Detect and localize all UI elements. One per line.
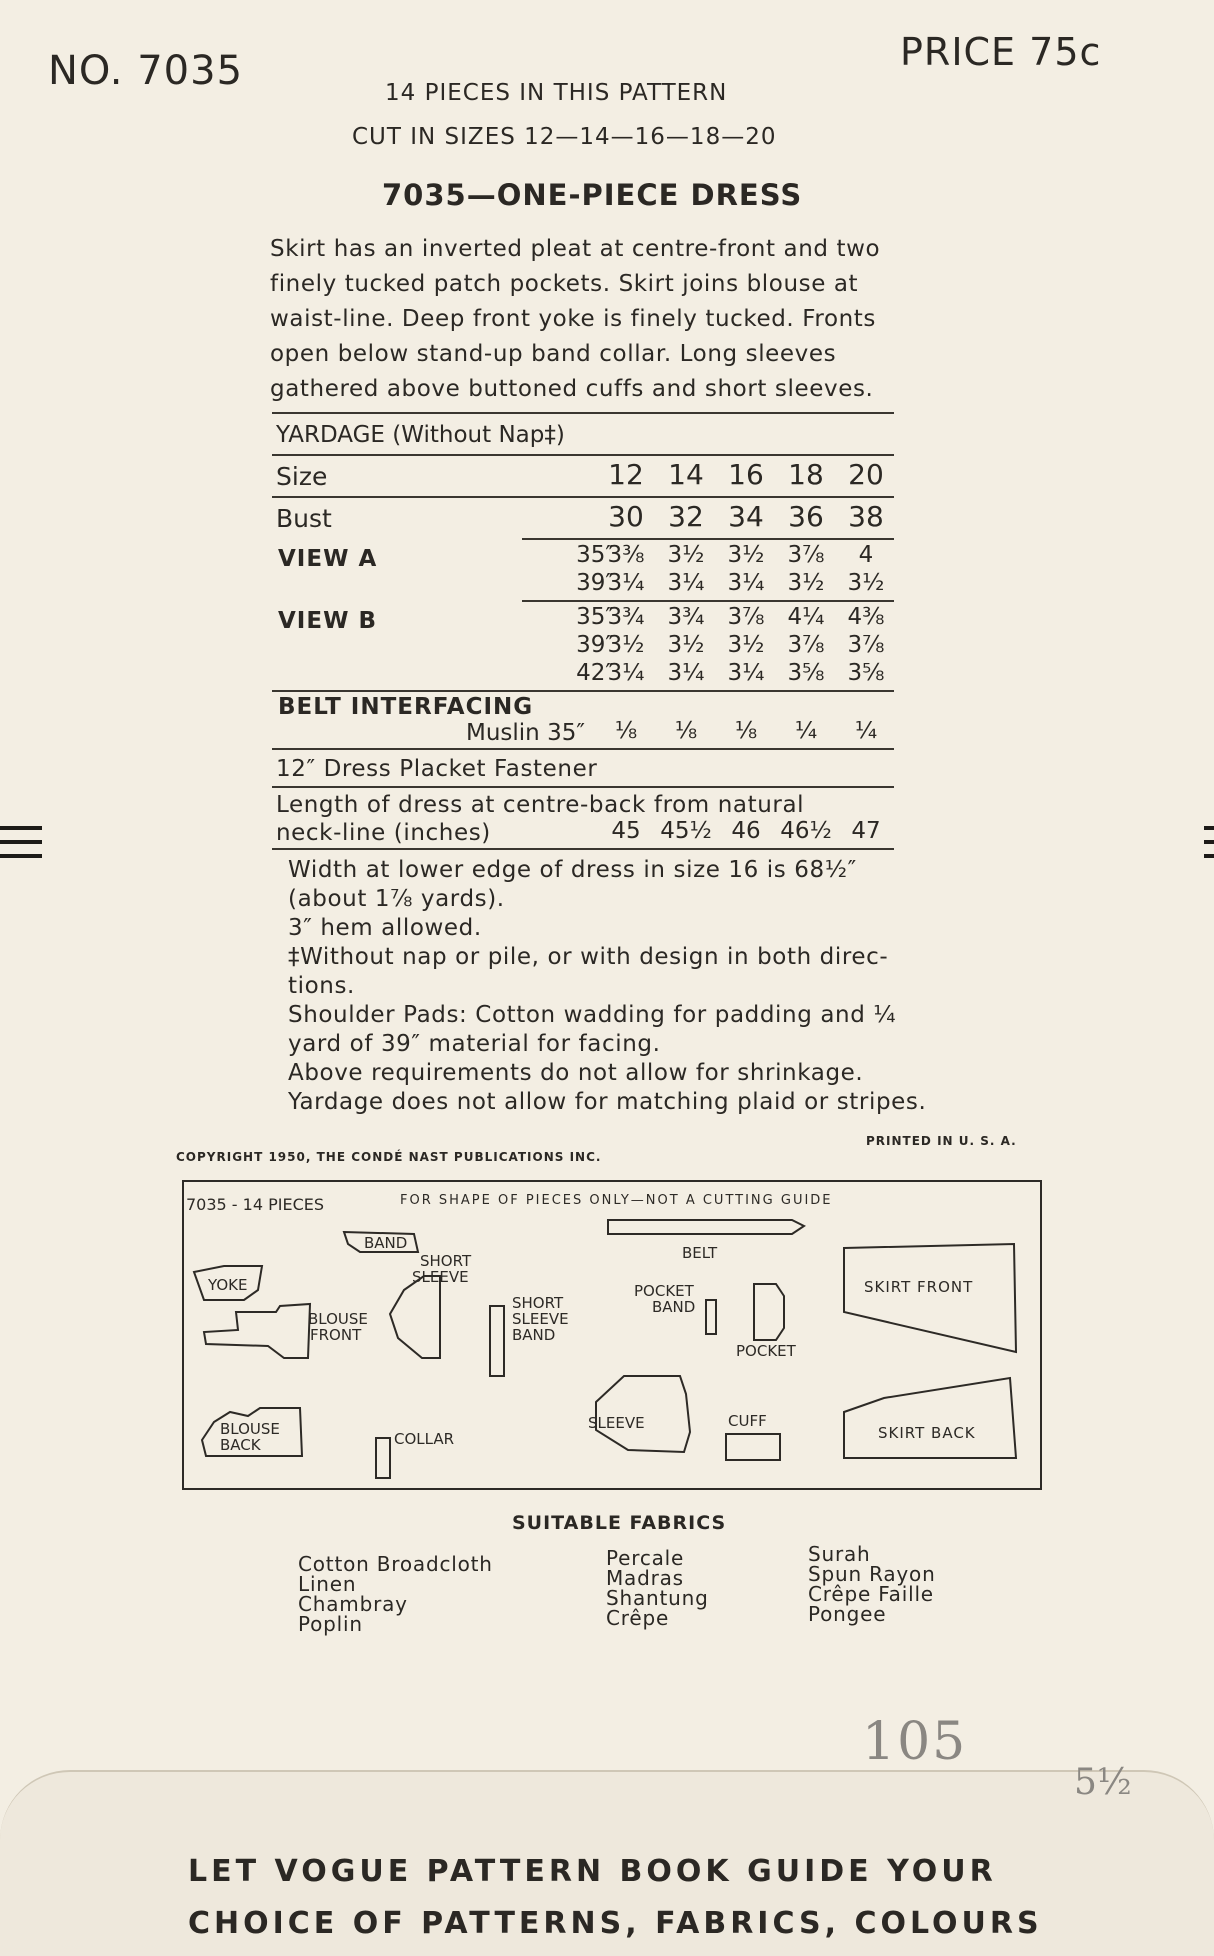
- edge-mark: [1204, 840, 1214, 844]
- printed-in: PRINTED IN U. S. A.: [866, 1134, 1017, 1148]
- length-value: 45½: [660, 818, 712, 844]
- piece-label: FRONT: [310, 1326, 362, 1344]
- yardage-value: 3¾: [667, 604, 705, 630]
- footer-line-2: CHOICE OF PATTERNS, FABRICS, COLOURS: [188, 1906, 1043, 1941]
- piece-label: BAND: [652, 1298, 696, 1316]
- piece-label: YOKE: [208, 1276, 248, 1294]
- yardage-value: 3½: [787, 570, 825, 596]
- belt-piece: [608, 1220, 804, 1234]
- piece-label: SKIRT BACK: [878, 1424, 976, 1442]
- short-sleeve-band-piece: [490, 1306, 504, 1376]
- fabric-item: Madras: [606, 1566, 684, 1590]
- size-value: 20: [848, 458, 884, 491]
- size-value: 18: [788, 458, 824, 491]
- piece-label: SLEEVE: [512, 1310, 569, 1328]
- placket-fastener: 12″ Dress Placket Fastener: [276, 756, 598, 782]
- blouse-front-piece: [204, 1304, 310, 1358]
- edge-mark: [0, 826, 42, 830]
- fabric-item: Linen: [298, 1572, 357, 1596]
- sizes-line: CUT IN SIZES 12—14—16—18—20: [352, 124, 777, 150]
- skirt-back-piece: [844, 1378, 1016, 1458]
- note-line: Yardage does not allow for matching plaid or stripes.: [288, 1089, 927, 1115]
- note-line: Width at lower edge of dress in size 16 is 68½″: [288, 857, 857, 883]
- yardage-value: 3⅞: [787, 632, 825, 658]
- fabrics-column-3: [808, 1544, 936, 1624]
- yardage-value: 3¾: [607, 604, 645, 630]
- fabric-item: Shantung: [606, 1586, 709, 1610]
- description: [270, 232, 886, 407]
- diagram-note: FOR SHAPE OF PIECES ONLY—NOT A CUTTING GUIDE: [400, 1193, 833, 1208]
- piece-label: BACK: [220, 1436, 261, 1454]
- description-line: open below stand-up band collar. Long sleeves: [270, 341, 837, 367]
- fabric-item: Poplin: [298, 1612, 363, 1636]
- size-value: 14: [668, 458, 704, 491]
- bust-value: 30: [608, 500, 644, 533]
- suitable-fabrics-heading: SUITABLE FABRICS: [512, 1512, 727, 1534]
- size-value: 16: [728, 458, 764, 491]
- copyright: COPYRIGHT 1950, THE CONDÉ NAST PUBLICATIONS INC.: [176, 1150, 602, 1164]
- yardage-value: 3¼: [727, 570, 765, 596]
- edge-mark: [1204, 826, 1214, 830]
- piece-label: SKIRT FRONT: [864, 1278, 974, 1296]
- fabric-width: 39″: [576, 570, 614, 596]
- note-line: (about 1⅞ yards).: [288, 886, 505, 912]
- size-value: 12: [608, 458, 644, 491]
- piece-label: BAND: [512, 1326, 556, 1344]
- yardage-value: 3¼: [727, 660, 765, 686]
- yardage-value: 3½: [727, 542, 765, 568]
- description-line: Skirt has an inverted pleat at centre-front and two: [270, 236, 881, 262]
- yardage-value: 3⅞: [787, 542, 825, 568]
- edge-mark: [0, 854, 42, 858]
- piece-label: BLOUSE: [220, 1420, 280, 1438]
- edge-mark: [1204, 854, 1214, 858]
- pattern-number: NO. 7035: [48, 48, 244, 94]
- yardage-value: 4: [858, 542, 874, 568]
- yardage-value: 3½: [667, 632, 705, 658]
- fabric-item: Pongee: [808, 1602, 887, 1626]
- note-line: Shoulder Pads: Cotton wadding for padding and ¼: [288, 1002, 897, 1028]
- edge-mark: [0, 840, 42, 844]
- description-line: finely tucked patch pockets. Skirt joins blouse at: [270, 271, 859, 297]
- bust-value: 32: [668, 500, 704, 533]
- note-line: Above requirements do not allow for shrinkage.: [288, 1060, 864, 1086]
- yardage-value: 3½: [607, 632, 645, 658]
- piece-label: POCKET: [736, 1342, 796, 1360]
- short-sleeve-piece: [390, 1276, 440, 1358]
- piece-label: SHORT: [512, 1294, 564, 1312]
- muslin-value: ⅛: [674, 718, 698, 744]
- yardage-value: 4¼: [787, 604, 825, 630]
- muslin-value: ⅛: [734, 718, 758, 744]
- pocket-band-piece: [706, 1300, 716, 1334]
- view-a-label: VIEW A: [278, 546, 378, 572]
- muslin-label: Muslin 35″: [466, 720, 585, 746]
- pocket-piece: [754, 1284, 784, 1340]
- yardage-heading: YARDAGE (Without Nap‡): [276, 422, 565, 448]
- muslin-value: ¼: [854, 718, 878, 744]
- pieces-count: 14 PIECES IN THIS PATTERN: [385, 80, 728, 106]
- fabric-item: Crêpe: [606, 1606, 670, 1630]
- piece-label: BELT: [682, 1244, 718, 1262]
- fabric-item: Spun Rayon: [808, 1562, 936, 1586]
- description-line: gathered above buttoned cuffs and short sleeves.: [270, 376, 874, 402]
- pattern-pieces-diagram: [182, 1180, 1042, 1490]
- piece-label: BAND: [364, 1234, 408, 1252]
- yardage-value: 3¼: [667, 660, 705, 686]
- note-line: yard of 39″ material for facing.: [288, 1031, 661, 1057]
- fabric-item: Percale: [606, 1546, 685, 1570]
- fabric-width: 35″: [576, 604, 614, 630]
- piece-label: BLOUSE: [308, 1310, 368, 1328]
- yardage-value: 3⅝: [787, 660, 825, 686]
- length-value: 45: [611, 818, 641, 844]
- diagram-title: 7035 - 14 PIECES: [186, 1195, 325, 1214]
- length-label-line2: neck-line (inches): [276, 820, 491, 846]
- length-label-line1: Length of dress at centre-back from natural: [276, 792, 805, 818]
- yardage-table: [272, 412, 894, 850]
- yardage-value: 3⅜: [607, 542, 645, 568]
- note-line: ‡Without nap or pile, or with design in both direc-: [288, 944, 889, 970]
- yardage-value: 3½: [727, 632, 765, 658]
- yardage-value: 3¼: [607, 660, 645, 686]
- fabrics-column-1: [298, 1554, 493, 1634]
- length-value: 47: [851, 818, 881, 844]
- size-label: Size: [276, 462, 328, 491]
- yardage-value: 3¼: [607, 570, 645, 596]
- piece-label: POCKET: [634, 1282, 694, 1300]
- view-b-label: VIEW B: [278, 608, 377, 634]
- fabric-item: Surah: [808, 1542, 871, 1566]
- yardage-value: 3⅞: [727, 604, 765, 630]
- fabric-item: Crêpe Faille: [808, 1582, 934, 1606]
- price: PRICE 75c: [900, 30, 1102, 74]
- piece-label: COLLAR: [394, 1430, 455, 1448]
- fabric-item: Chambray: [298, 1592, 408, 1616]
- yardage-value: 3¼: [667, 570, 705, 596]
- bust-value: 38: [848, 500, 884, 533]
- fabric-item: Cotton Broadcloth: [298, 1552, 493, 1576]
- muslin-value: ⅛: [614, 718, 638, 744]
- piece-label: SLEEVE: [412, 1268, 469, 1286]
- piece-label: SHORT: [420, 1252, 472, 1270]
- piece-label: SLEEVE: [588, 1414, 645, 1432]
- fabrics-column-2: [606, 1548, 709, 1628]
- yardage-value: 4⅜: [847, 604, 885, 630]
- handwritten-number: 105: [862, 1712, 968, 1772]
- yardage-value: 3⅞: [847, 632, 885, 658]
- footer-line-1: LET VOGUE PATTERN BOOK GUIDE YOUR: [188, 1854, 997, 1889]
- yardage-value: 3½: [667, 542, 705, 568]
- belt-label: BELT INTERFACING: [278, 694, 534, 720]
- bust-value: 34: [728, 500, 764, 533]
- note-line: tions.: [288, 973, 355, 999]
- length-value: 46: [731, 818, 761, 844]
- yardage-value: 3⅝: [847, 660, 885, 686]
- cuff-piece: [726, 1434, 780, 1460]
- piece-label: CUFF: [728, 1412, 767, 1430]
- bust-value: 36: [788, 500, 824, 533]
- yardage-value: 3½: [847, 570, 885, 596]
- fabric-width: 35″: [576, 542, 614, 568]
- skirt-front-piece: [844, 1244, 1016, 1352]
- fabric-width: 39″: [576, 632, 614, 658]
- muslin-value: ¼: [794, 718, 818, 744]
- fabric-width: 42″: [576, 660, 614, 686]
- collar-piece: [376, 1438, 390, 1478]
- pattern-title: 7035—ONE-PIECE DRESS: [382, 178, 803, 212]
- notes: [288, 856, 928, 1117]
- note-line: 3″ hem allowed.: [288, 915, 482, 941]
- bust-label: Bust: [276, 504, 332, 533]
- handwritten-size: 5½: [1074, 1762, 1132, 1803]
- description-line: waist-line. Deep front yoke is finely tucked. Fronts: [270, 306, 876, 332]
- length-value: 46½: [780, 818, 832, 844]
